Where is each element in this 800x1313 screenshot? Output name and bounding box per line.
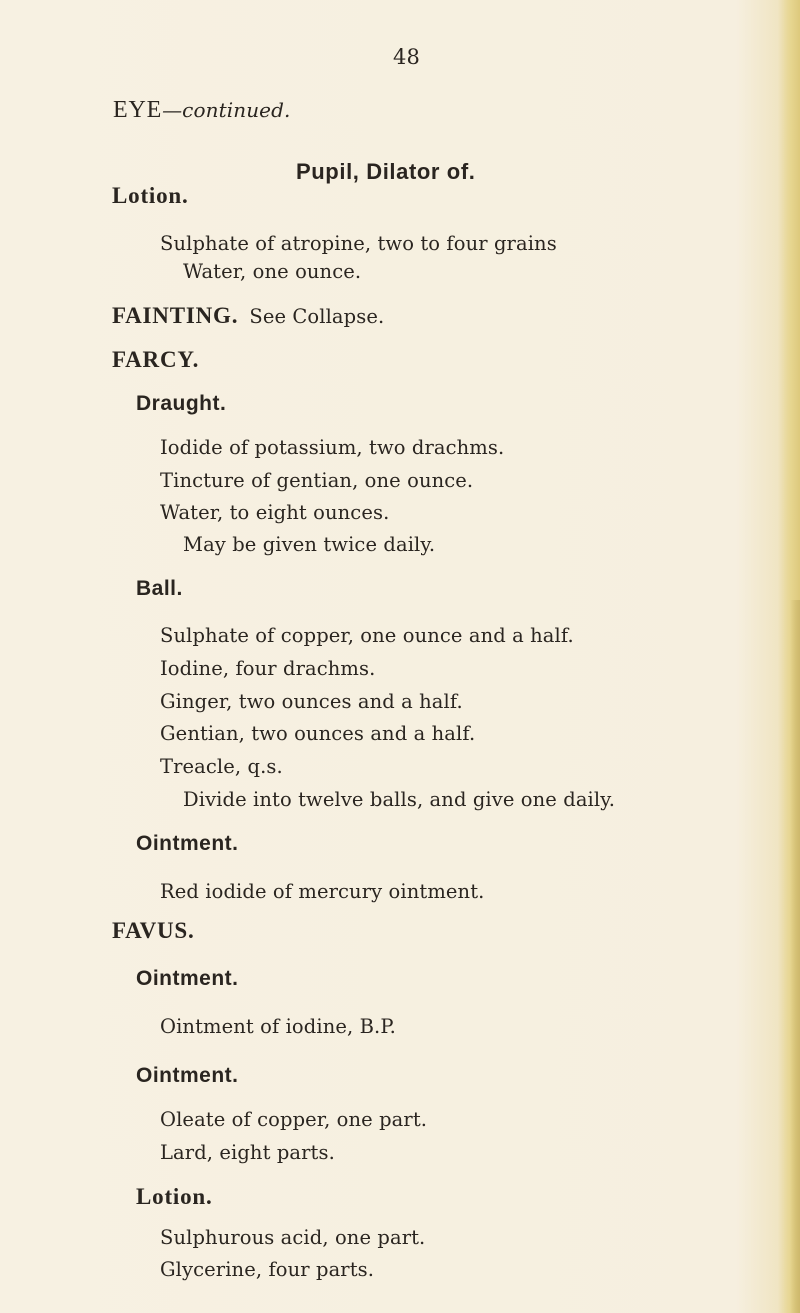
subheading-ointment: Ointment. (136, 832, 239, 855)
subheading-lotion: Lotion. (136, 1184, 213, 1209)
recipe-line: Lard, eight parts. (160, 1141, 335, 1164)
running-head-continued: —continued. (162, 98, 291, 122)
recipe-line: Oleate of copper, one part. (160, 1108, 428, 1131)
recipe-line: Sulphurous acid, one part. (160, 1226, 426, 1249)
subheading-pupil-dilator: Pupil, Dilator of. (296, 159, 476, 184)
recipe-line: Tincture of gentian, one ounce. (160, 469, 474, 492)
running-head-main: EYE (113, 97, 163, 123)
recipe-line: Sulphate of atropine, two to four grains (160, 232, 557, 255)
recipe-line: Sulphate of copper, one ounce and a half. (160, 624, 574, 647)
entry-heading-fainting: FAINTING. (112, 303, 239, 328)
recipe-line: Divide into twelve balls, and give one daily. (183, 788, 616, 811)
recipe-line: Water, one ounce. (183, 260, 362, 283)
section-heading-lotion: Lotion. (112, 183, 189, 208)
subheading-ointment: Ointment. (136, 1064, 239, 1087)
page-number: 48 (393, 45, 420, 69)
entry-fainting (112, 302, 384, 331)
recipe-line: Red iodide of mercury ointment. (160, 880, 485, 903)
subheading-draught: Draught. (136, 392, 227, 415)
subheading-ball: Ball. (136, 577, 183, 600)
entry-heading-farcy: FARCY. (112, 347, 200, 372)
entry-heading-favus: FAVUS. (112, 918, 195, 943)
recipe-line: May be given twice daily. (183, 533, 436, 556)
page-edge-strip (790, 600, 800, 1313)
cross-reference: See Collapse. (249, 305, 385, 328)
running-head (113, 96, 290, 125)
recipe-line: Water, to eight ounces. (160, 501, 390, 524)
recipe-line: Ointment of iodine, B.P. (160, 1015, 396, 1038)
recipe-line: Iodide of potassium, two drachms. (160, 436, 505, 459)
recipe-line: Ginger, two ounces and a half. (160, 690, 463, 713)
recipe-line: Glycerine, four parts. (160, 1258, 375, 1281)
recipe-line: Gentian, two ounces and a half. (160, 722, 476, 745)
subheading-ointment: Ointment. (136, 967, 239, 990)
recipe-line: Iodine, four drachms. (160, 657, 376, 680)
recipe-line: Treacle, q.s. (160, 755, 283, 778)
